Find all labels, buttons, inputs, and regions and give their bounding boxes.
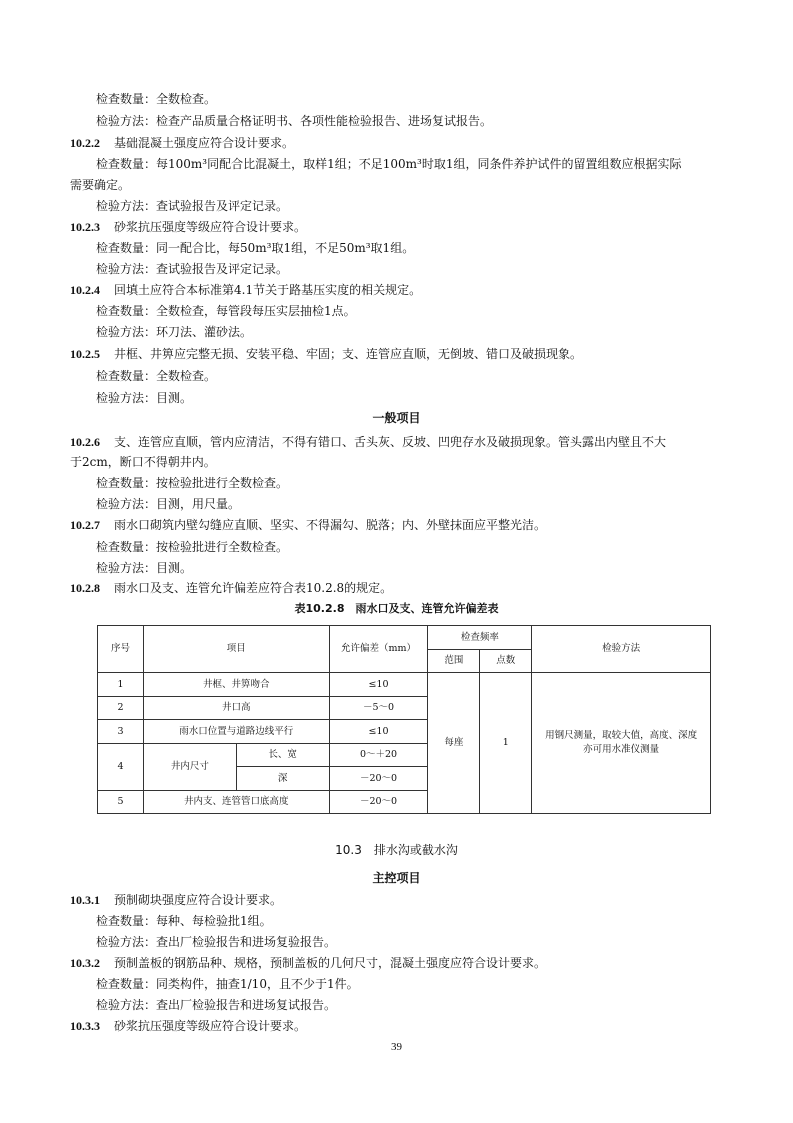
- text-line: 检验方法：目测。: [96, 391, 193, 405]
- text-line: 检查数量：全数检查。: [96, 92, 217, 106]
- main-items-heading: 主控项目: [372, 871, 421, 885]
- clause-10-2-8: [70, 580, 392, 596]
- clause-10-2-5: [70, 346, 582, 362]
- clause-text: 支、连管应直顺，管内应清洁，不得有错口、舌头灰、反坡、凹兜存水及破损现象。管头露出内壁且不大: [114, 435, 667, 449]
- clause-text: 砂浆抗压强度等级应符合设计要求。: [114, 1019, 307, 1033]
- clause-10-3-2: [70, 955, 546, 971]
- clause-number: 10.2.8: [70, 581, 100, 595]
- clause-text: 砂浆抗压强度等级应符合设计要求。: [114, 220, 307, 234]
- clause-number: 10.2.4: [70, 283, 100, 297]
- cell-item: 雨水口位置与道路边线平行: [143, 720, 329, 744]
- header-item: 项目: [143, 626, 329, 673]
- clause-10-2-2: [70, 135, 294, 151]
- clause-10-2-6: [70, 434, 666, 450]
- text-line: 于2cm，断口不得朝井内。: [70, 455, 216, 469]
- clause-text: 雨水口及支、连管允许偏差应符合表10.2.8的规定。: [114, 581, 393, 595]
- cell-method: 用钢尺测量，取较大值，高度、深度亦可用水准仪测量: [532, 673, 711, 814]
- text-line: 检查数量：同一配合比，每50m³取1组，不足50m³取1组。: [96, 241, 415, 255]
- cell-item: 井内尺寸: [143, 744, 236, 791]
- header-points: 点数: [480, 650, 532, 673]
- cell-subitem: 长、宽: [236, 744, 329, 767]
- clause-number: 10.3.2: [70, 956, 100, 970]
- cell-seq: 4: [98, 744, 144, 791]
- clause-10-3-1: [70, 892, 282, 908]
- clause-number: 10.2.2: [70, 136, 100, 150]
- cell-seq: 3: [98, 720, 144, 744]
- cell-subitem: 深: [236, 767, 329, 791]
- tolerance-table: [97, 625, 711, 814]
- cell-tolerance: 0～＋20: [329, 744, 428, 767]
- cell-seq: 2: [98, 697, 144, 720]
- clause-number: 10.2.3: [70, 220, 100, 234]
- cell-item: 井框、井箅吻合: [143, 673, 329, 697]
- header-range: 范围: [428, 650, 480, 673]
- clause-number: 10.3.3: [70, 1019, 100, 1033]
- cell-seq: 1: [98, 673, 144, 697]
- text-line: 检验方法：查出厂检验报告和进场复试报告。: [96, 998, 337, 1012]
- text-line: 检验方法：检查产品质量合格证明书、各项性能检验报告、进场复试报告。: [96, 114, 493, 128]
- header-frequency: 检查频率: [428, 626, 532, 650]
- cell-tolerance: ≤10: [329, 720, 428, 744]
- text-line: 检验方法：查试验报告及评定记录。: [96, 262, 289, 276]
- header-method: 检验方法: [532, 626, 711, 673]
- header-tolerance: 允许偏差（mm）: [329, 626, 428, 673]
- text-line: 检查数量：全数检查。: [96, 369, 217, 383]
- clause-number: 10.2.5: [70, 347, 100, 361]
- text-line: 检验方法：查出厂检验报告和进场复验报告。: [96, 935, 337, 949]
- general-items-heading: 一般项目: [372, 411, 421, 425]
- text-line: 检查数量：每种、每检验批1组。: [96, 914, 272, 928]
- text-line: 检验方法：查试验报告及评定记录。: [96, 199, 289, 213]
- cell-tolerance: －20～0: [329, 791, 428, 814]
- text-line: 检查数量：同类构件，抽查1/10，且不少于1件。: [96, 977, 359, 991]
- text-line: 检查数量：每100m³同配合比混凝土，取样1组；不足100m³时取1组，同条件养护试件的留置组数应根据实际: [96, 157, 682, 171]
- clause-10-2-3: [70, 219, 306, 235]
- text-line: 检查数量：按检验批进行全数检查。: [96, 540, 289, 554]
- clause-text: 预制砌块强度应符合设计要求。: [114, 893, 283, 907]
- cell-tolerance: ≤10: [329, 673, 428, 697]
- page-number: 39: [391, 1041, 402, 1053]
- table-caption: 表10.2.8 雨水口及支、连管允许偏差表: [294, 602, 499, 615]
- clause-10-3-3: [70, 1018, 306, 1034]
- table-row: [98, 673, 711, 697]
- cell-points: 1: [480, 673, 532, 814]
- header-seq: 序号: [98, 626, 144, 673]
- clause-text: 回填土应符合本标准第4.1节关于路基压实度的相关规定。: [114, 283, 422, 297]
- cell-seq: 5: [98, 791, 144, 814]
- cell-item: 井内支、连管管口底高度: [143, 791, 329, 814]
- cell-item: 井口高: [143, 697, 329, 720]
- cell-tolerance: －20～0: [329, 767, 428, 791]
- clause-10-2-4: [70, 282, 421, 298]
- clause-number: 10.3.1: [70, 893, 100, 907]
- section-10-3-heading: 10.3 排水沟或截水沟: [335, 843, 458, 857]
- clause-text: 雨水口砌筑内壁勾缝应直顺、坚实、不得漏勾、脱落；内、外壁抹面应平整光洁。: [114, 518, 547, 532]
- text-line: 检验方法：环刀法、灌砂法。: [96, 325, 253, 339]
- cell-range: 每座: [428, 673, 480, 814]
- text-line: 检查数量：全数检查，每管段每压实层抽检1点。: [96, 304, 356, 318]
- text-line: 检查数量：按检验批进行全数检查。: [96, 476, 289, 490]
- clause-text: 基础混凝土强度应符合设计要求。: [114, 136, 295, 150]
- clause-number: 10.2.7: [70, 518, 100, 532]
- text-line: 需要确定。: [70, 178, 131, 192]
- text-line: 检验方法：目测。: [96, 561, 193, 575]
- clause-text: 井框、井箅应完整无损、安装平稳、牢固；支、连管应直顺，无倒坡、错口及破损现象。: [114, 347, 583, 361]
- cell-tolerance: －5～0: [329, 697, 428, 720]
- clause-text: 预制盖板的钢筋品种、规格，预制盖板的几何尺寸，混凝土强度应符合设计要求。: [114, 956, 547, 970]
- text-line: 检验方法：目测，用尺量。: [96, 497, 241, 511]
- clause-10-2-7: [70, 517, 546, 533]
- clause-number: 10.2.6: [70, 435, 100, 449]
